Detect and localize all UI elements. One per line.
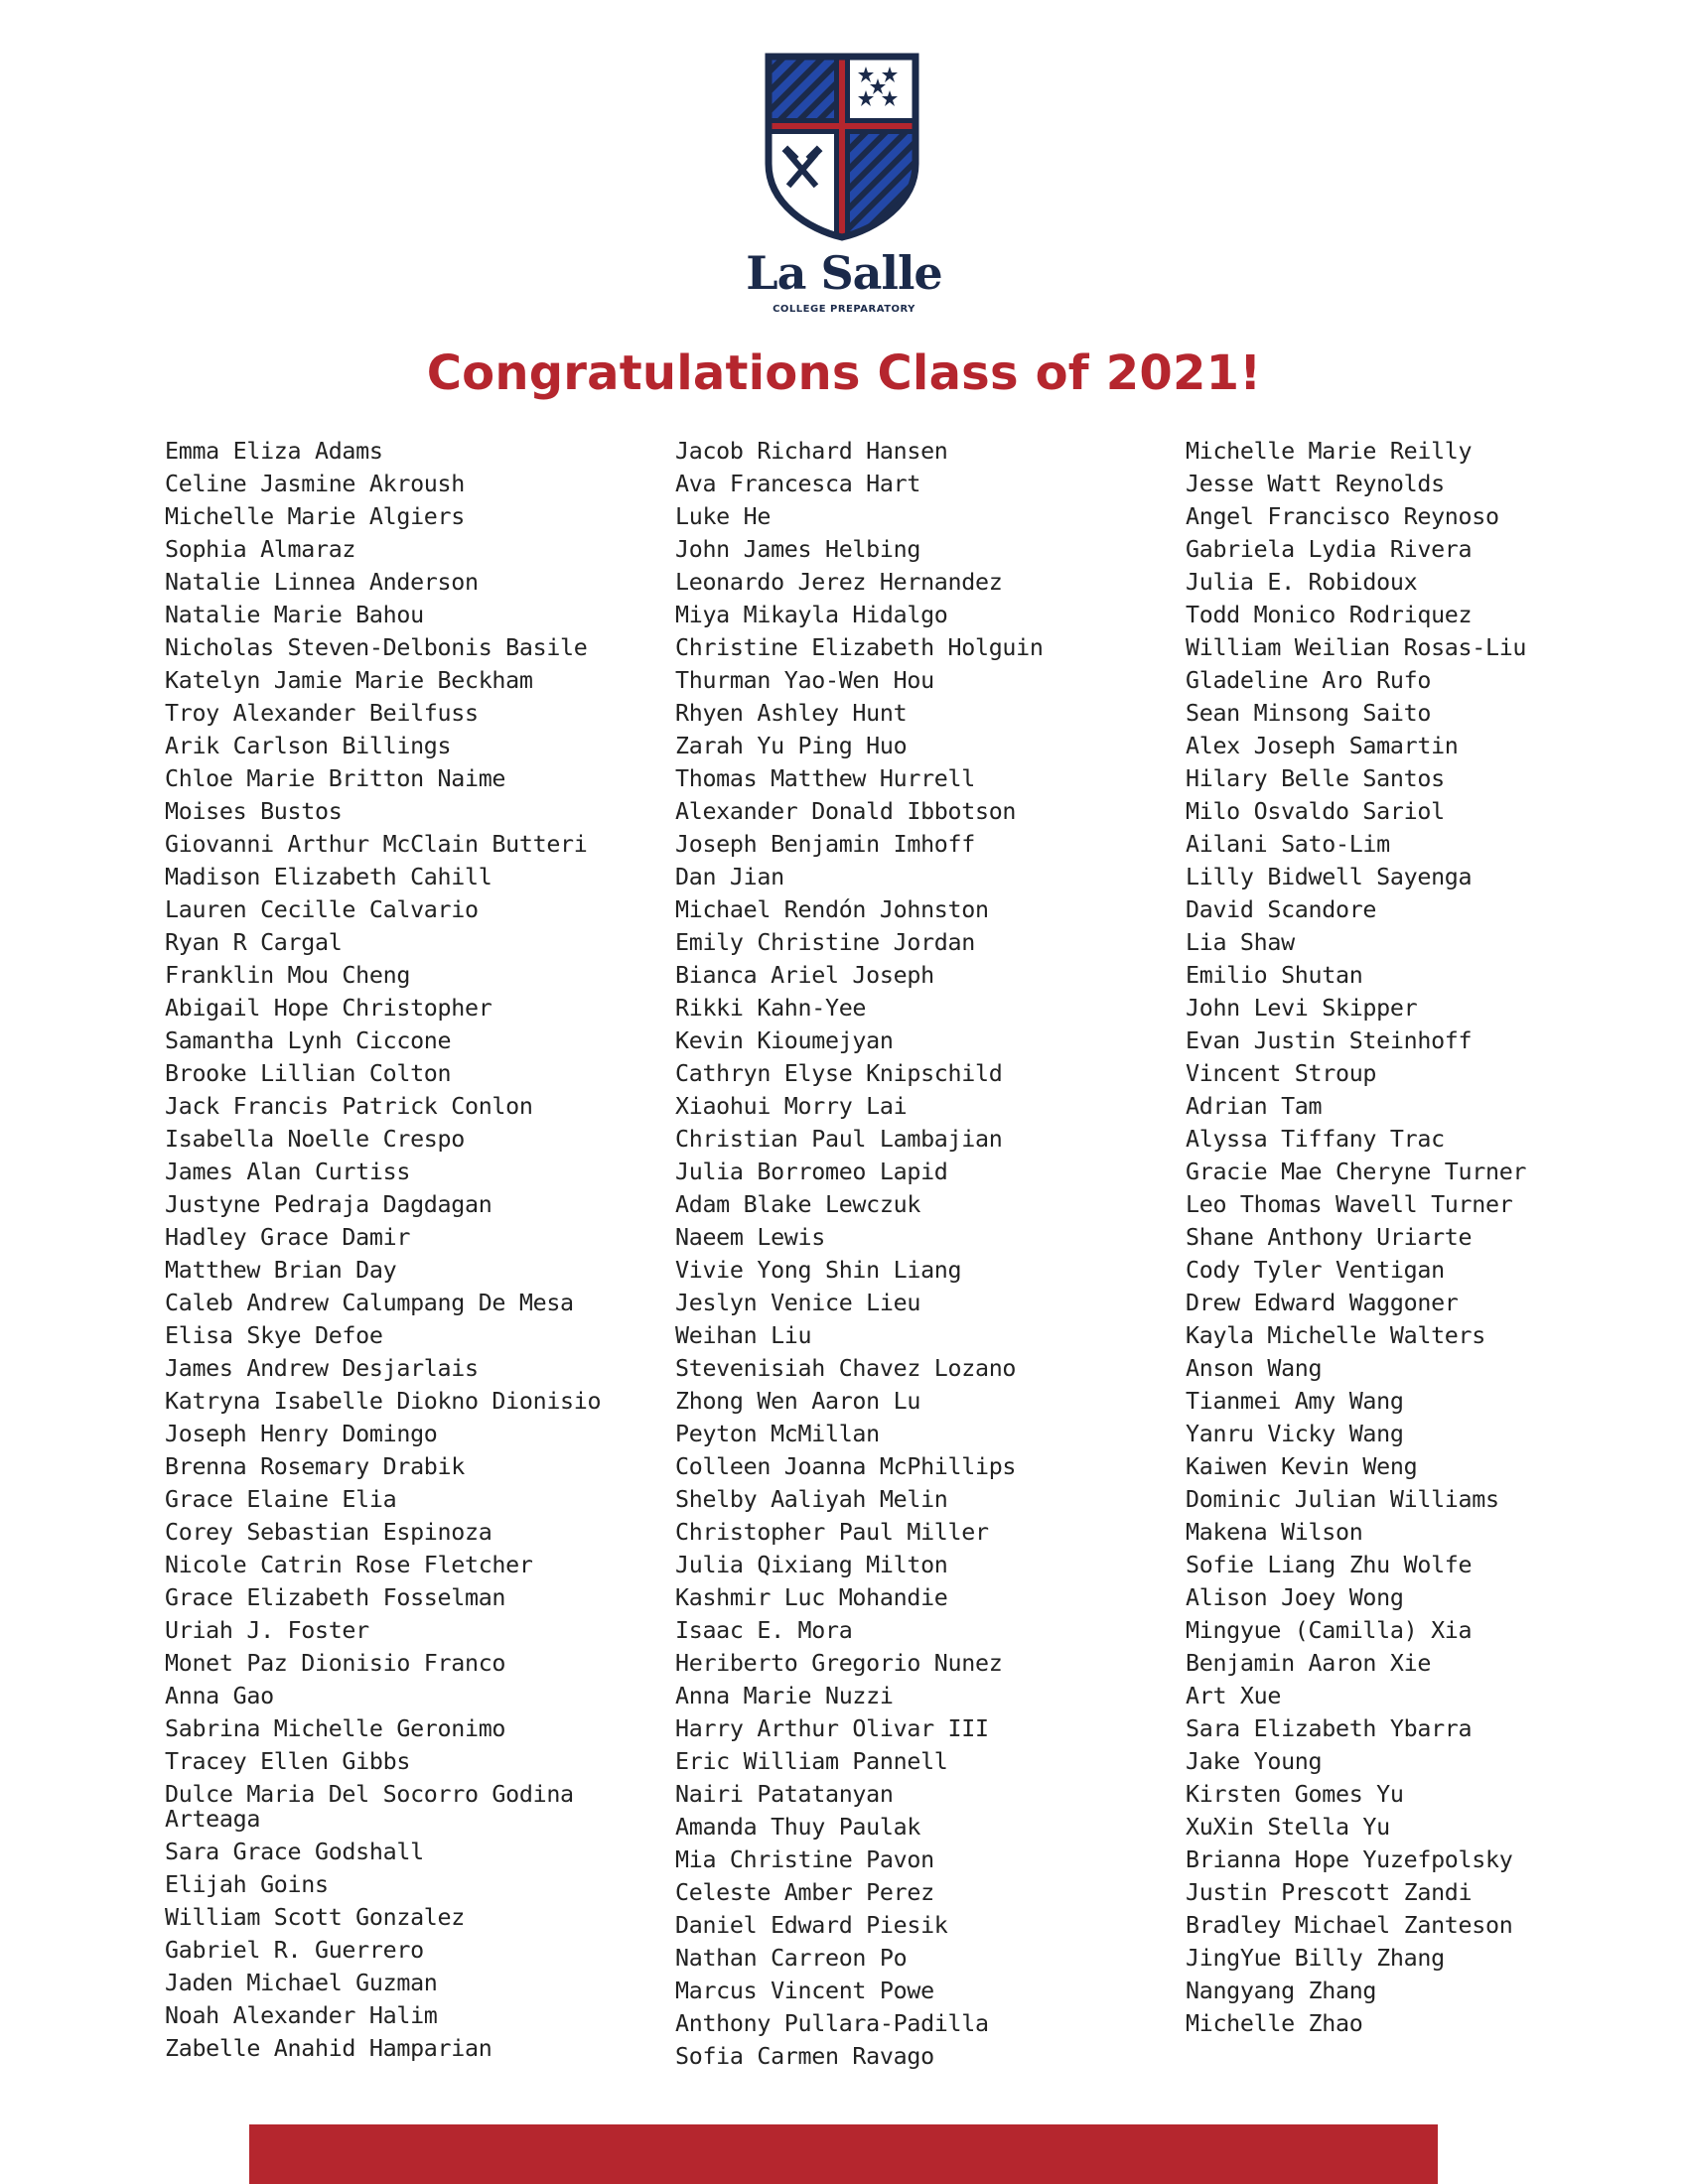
graduate-name: Justyne Pedraja Dagdagan [165,1191,492,1218]
graduate-name: Alison Joey Wong [1186,1584,1404,1611]
graduate-name: Anthony Pullara-Padilla [675,2010,989,2037]
footer-bar [249,2124,1438,2184]
graduate-name: Vincent Stroup [1186,1060,1377,1087]
graduate-name: Joseph Benjamin Imhoff [675,831,975,858]
graduate-name: Tracey Ellen Gibbs [165,1748,411,1775]
graduate-name: Mingyue (Camilla) Xia [1186,1617,1473,1644]
graduate-name: Jeslyn Venice Lieu [675,1290,921,1316]
graduate-name: Sean Minsong Saito [1186,700,1432,727]
graduate-name: Matthew Brian Day [165,1257,397,1284]
graduate-name: Samantha Lynh Ciccone [165,1027,452,1054]
graduate-name: Sabrina Michelle Geronimo [165,1715,506,1742]
brand-subtitle: COLLEGE PREPARATORY [773,304,915,315]
graduate-name: Tianmei Amy Wang [1186,1388,1404,1415]
graduate-name: Naeem Lewis [675,1224,825,1251]
graduate-name: Eric William Pannell [675,1748,948,1775]
graduate-name: Justin Prescott Zandi [1186,1879,1473,1906]
graduate-name: Miya Mikayla Hidalgo [675,602,948,628]
graduate-name: Jacob Richard Hansen [675,438,948,465]
graduate-name: William Weilian Rosas-Liu [1186,634,1527,661]
graduate-name: Dulce Maria Del Socorro Godina Arteaga [165,1781,574,1833]
graduate-name: Emily Christine Jordan [675,929,975,956]
graduate-name: Sofie Liang Zhu Wolfe [1186,1552,1473,1578]
graduate-name: Franklin Mou Cheng [165,962,411,989]
graduate-name: Christian Paul Lambajian [675,1126,1003,1153]
graduate-name: Sofia Carmen Ravago [675,2043,934,2070]
graduate-name: Grace Elizabeth Fosselman [165,1584,506,1611]
graduate-name: Milo Osvaldo Sariol [1186,798,1445,825]
graduate-name: Lauren Cecille Calvario [165,896,479,923]
graduate-name: Brooke Lillian Colton [165,1060,452,1087]
graduate-name: Anson Wang [1186,1355,1323,1382]
graduate-name: Abigail Hope Christopher [165,995,492,1022]
graduate-name: Kevin Kioumejyan [675,1027,894,1054]
graduate-name: Leonardo Jerez Hernandez [675,569,1003,596]
graduate-name: Julia Borromeo Lapid [675,1159,948,1185]
graduate-name: Evan Justin Steinhoff [1186,1027,1473,1054]
graduate-name: Mia Christine Pavon [675,1846,934,1873]
graduate-name: Stevenisiah Chavez Lozano [675,1355,1017,1382]
graduate-name: Angel Francisco Reynoso [1186,503,1499,530]
names-column-3 [1186,439,1526,2044]
graduate-name: Anna Marie Nuzzi [675,1683,894,1709]
graduate-name: Sara Grace Godshall [165,1839,424,1865]
graduate-name: Michelle Zhao [1186,2010,1363,2037]
graduate-name: Corey Sebastian Espinoza [165,1519,492,1546]
graduate-name: Brenna Rosemary Drabik [165,1453,465,1480]
graduate-name: Michael Rendón Johnston [675,896,989,923]
graduate-name: Sophia Almaraz [165,536,356,563]
graduate-name: Colleen Joanna McPhillips [675,1453,1017,1480]
graduate-name: Lia Shaw [1186,929,1295,956]
graduate-name: Nairi Patatanyan [675,1781,894,1808]
graduate-name: Gabriel R. Guerrero [165,1937,424,1964]
graduate-name: Elijah Goins [165,1871,329,1898]
school-crest-logo [765,53,919,241]
graduate-name: Celine Jasmine Akroush [165,471,465,497]
graduate-name: Jaden Michael Guzman [165,1970,438,1996]
graduate-name: Yanru Vicky Wang [1186,1421,1404,1447]
graduate-name: Emilio Shutan [1186,962,1363,989]
graduate-name: Alyssa Tiffany Trac [1186,1126,1445,1153]
graduate-name: Adam Blake Lewczuk [675,1191,921,1218]
graduate-name: Michelle Marie Algiers [165,503,465,530]
graduate-name: Katelyn Jamie Marie Beckham [165,667,533,694]
graduate-name: Daniel Edward Piesik [675,1912,948,1939]
graduate-name: James Andrew Desjarlais [165,1355,479,1382]
graduate-name: Isaac E. Mora [675,1617,853,1644]
graduate-name: Madison Elizabeth Cahill [165,864,492,890]
graduate-name: Amanda Thuy Paulak [675,1814,921,1841]
graduate-name: Shelby Aaliyah Melin [675,1486,948,1513]
graduate-name: Noah Alexander Halim [165,2002,438,2029]
graduate-name: Leo Thomas Wavell Turner [1186,1191,1513,1218]
graduate-name: Bradley Michael Zanteson [1186,1912,1513,1939]
graduate-name: Art Xue [1186,1683,1282,1709]
graduate-name: Dan Jian [675,864,784,890]
graduate-name: Todd Monico Rodriquez [1186,602,1473,628]
graduate-name: Chloe Marie Britton Naime [165,765,506,792]
graduate-name: Harry Arthur Olivar III [675,1715,989,1742]
graduate-name: Kashmir Luc Mohandie [675,1584,948,1611]
graduate-name: Moises Bustos [165,798,343,825]
graduate-name: Kayla Michelle Walters [1186,1322,1485,1349]
graduate-name: XuXin Stella Yu [1186,1814,1390,1841]
graduate-name: Elisa Skye Defoe [165,1322,383,1349]
graduate-name: Jack Francis Patrick Conlon [165,1093,533,1120]
graduate-name: Ryan R Cargal [165,929,343,956]
graduate-name: Vivie Yong Shin Liang [675,1257,962,1284]
graduate-name: Cathryn Elyse Knipschild [675,1060,1003,1087]
graduate-name: Peyton McMillan [675,1421,880,1447]
names-column-2 [675,439,1044,2077]
graduate-name: Heriberto Gregorio Nunez [675,1650,1003,1677]
graduate-name: Luke He [675,503,772,530]
graduate-name: John James Helbing [675,536,921,563]
graduate-name: Nicholas Steven-Delbonis Basile [165,634,588,661]
graduate-name: Ava Francesca Hart [675,471,921,497]
graduate-name: Gabriela Lydia Rivera [1186,536,1473,563]
graduate-name: Nangyang Zhang [1186,1978,1377,2004]
graduate-name: Joseph Henry Domingo [165,1421,438,1447]
graduate-name: Caleb Andrew Calumpang De Mesa [165,1290,574,1316]
graduate-name: Isabella Noelle Crespo [165,1126,465,1153]
graduate-name: James Alan Curtiss [165,1159,411,1185]
graduate-name: Natalie Marie Bahou [165,602,424,628]
graduate-name: Grace Elaine Elia [165,1486,397,1513]
graduate-name: Kaiwen Kevin Weng [1186,1453,1418,1480]
graduate-name: David Scandore [1186,896,1377,923]
graduate-name: Jake Young [1186,1748,1323,1775]
graduate-name: Jesse Watt Reynolds [1186,471,1445,497]
graduate-name: Uriah J. Foster [165,1617,369,1644]
graduate-name: Adrian Tam [1186,1093,1323,1120]
graduate-name: Ailani Sato-Lim [1186,831,1390,858]
graduate-name: Alexander Donald Ibbotson [675,798,1017,825]
graduate-name: Lilly Bidwell Sayenga [1186,864,1473,890]
graduate-name: Thomas Matthew Hurrell [675,765,975,792]
graduate-name: Katryna Isabelle Diokno Dionisio [165,1388,602,1415]
graduate-name: Makena Wilson [1186,1519,1363,1546]
graduate-name: Hilary Belle Santos [1186,765,1445,792]
graduate-name: JingYue Billy Zhang [1186,1945,1445,1972]
graduate-name: Troy Alexander Beilfuss [165,700,479,727]
graduate-name: Michelle Marie Reilly [1186,438,1473,465]
graduate-name: Christopher Paul Miller [675,1519,989,1546]
graduate-name: Julia E. Robidoux [1186,569,1418,596]
graduate-name: Kirsten Gomes Yu [1186,1781,1404,1808]
graduate-name: Anna Gao [165,1683,274,1709]
graduate-name: Sara Elizabeth Ybarra [1186,1715,1473,1742]
graduate-name: Weihan Liu [675,1322,812,1349]
graduate-name: Bianca Ariel Joseph [675,962,934,989]
graduate-name: William Scott Gonzalez [165,1904,465,1931]
graduate-name: Shane Anthony Uriarte [1186,1224,1473,1251]
graduate-name: Natalie Linnea Anderson [165,569,479,596]
graduate-name: Emma Eliza Adams [165,438,383,465]
graduate-name: Alex Joseph Samartin [1186,733,1459,759]
graduate-name: Hadley Grace Damir [165,1224,411,1251]
graduate-name: Thurman Yao-Wen Hou [675,667,934,694]
graduate-name: Benjamin Aaron Xie [1186,1650,1432,1677]
graduate-name: Gladeline Aro Rufo [1186,667,1432,694]
names-column-1 [165,439,602,2069]
graduate-name: Nicole Catrin Rose Fletcher [165,1552,533,1578]
graduate-name: Cody Tyler Ventigan [1186,1257,1445,1284]
graduate-name: Zabelle Anahid Hamparian [165,2035,492,2062]
graduate-name: Xiaohui Morry Lai [675,1093,908,1120]
graduate-name: Marcus Vincent Powe [675,1978,934,2004]
graduate-name: Nathan Carreon Po [675,1945,908,1972]
graduate-name: Giovanni Arthur McClain Butteri [165,831,588,858]
graduate-name: Gracie Mae Cheryne Turner [1186,1159,1527,1185]
graduate-name: Zarah Yu Ping Huo [675,733,908,759]
graduate-name: Christine Elizabeth Holguin [675,634,1044,661]
graduate-name: Arik Carlson Billings [165,733,452,759]
graduate-name: Brianna Hope Yuzefpolsky [1186,1846,1513,1873]
graduate-name: Drew Edward Waggoner [1186,1290,1459,1316]
graduate-name: Rikki Kahn-Yee [675,995,867,1022]
page-title: Congratulations Class of 2021! [426,345,1262,401]
graduate-name: Celeste Amber Perez [675,1879,934,1906]
graduate-name: Monet Paz Dionisio Franco [165,1650,506,1677]
brand-wordmark: La Salle [746,246,942,300]
graduate-name: John Levi Skipper [1186,995,1418,1022]
graduate-name: Julia Qixiang Milton [675,1552,948,1578]
graduate-name: Zhong Wen Aaron Lu [675,1388,921,1415]
graduate-name: Rhyen Ashley Hunt [675,700,908,727]
graduate-name: Dominic Julian Williams [1186,1486,1499,1513]
